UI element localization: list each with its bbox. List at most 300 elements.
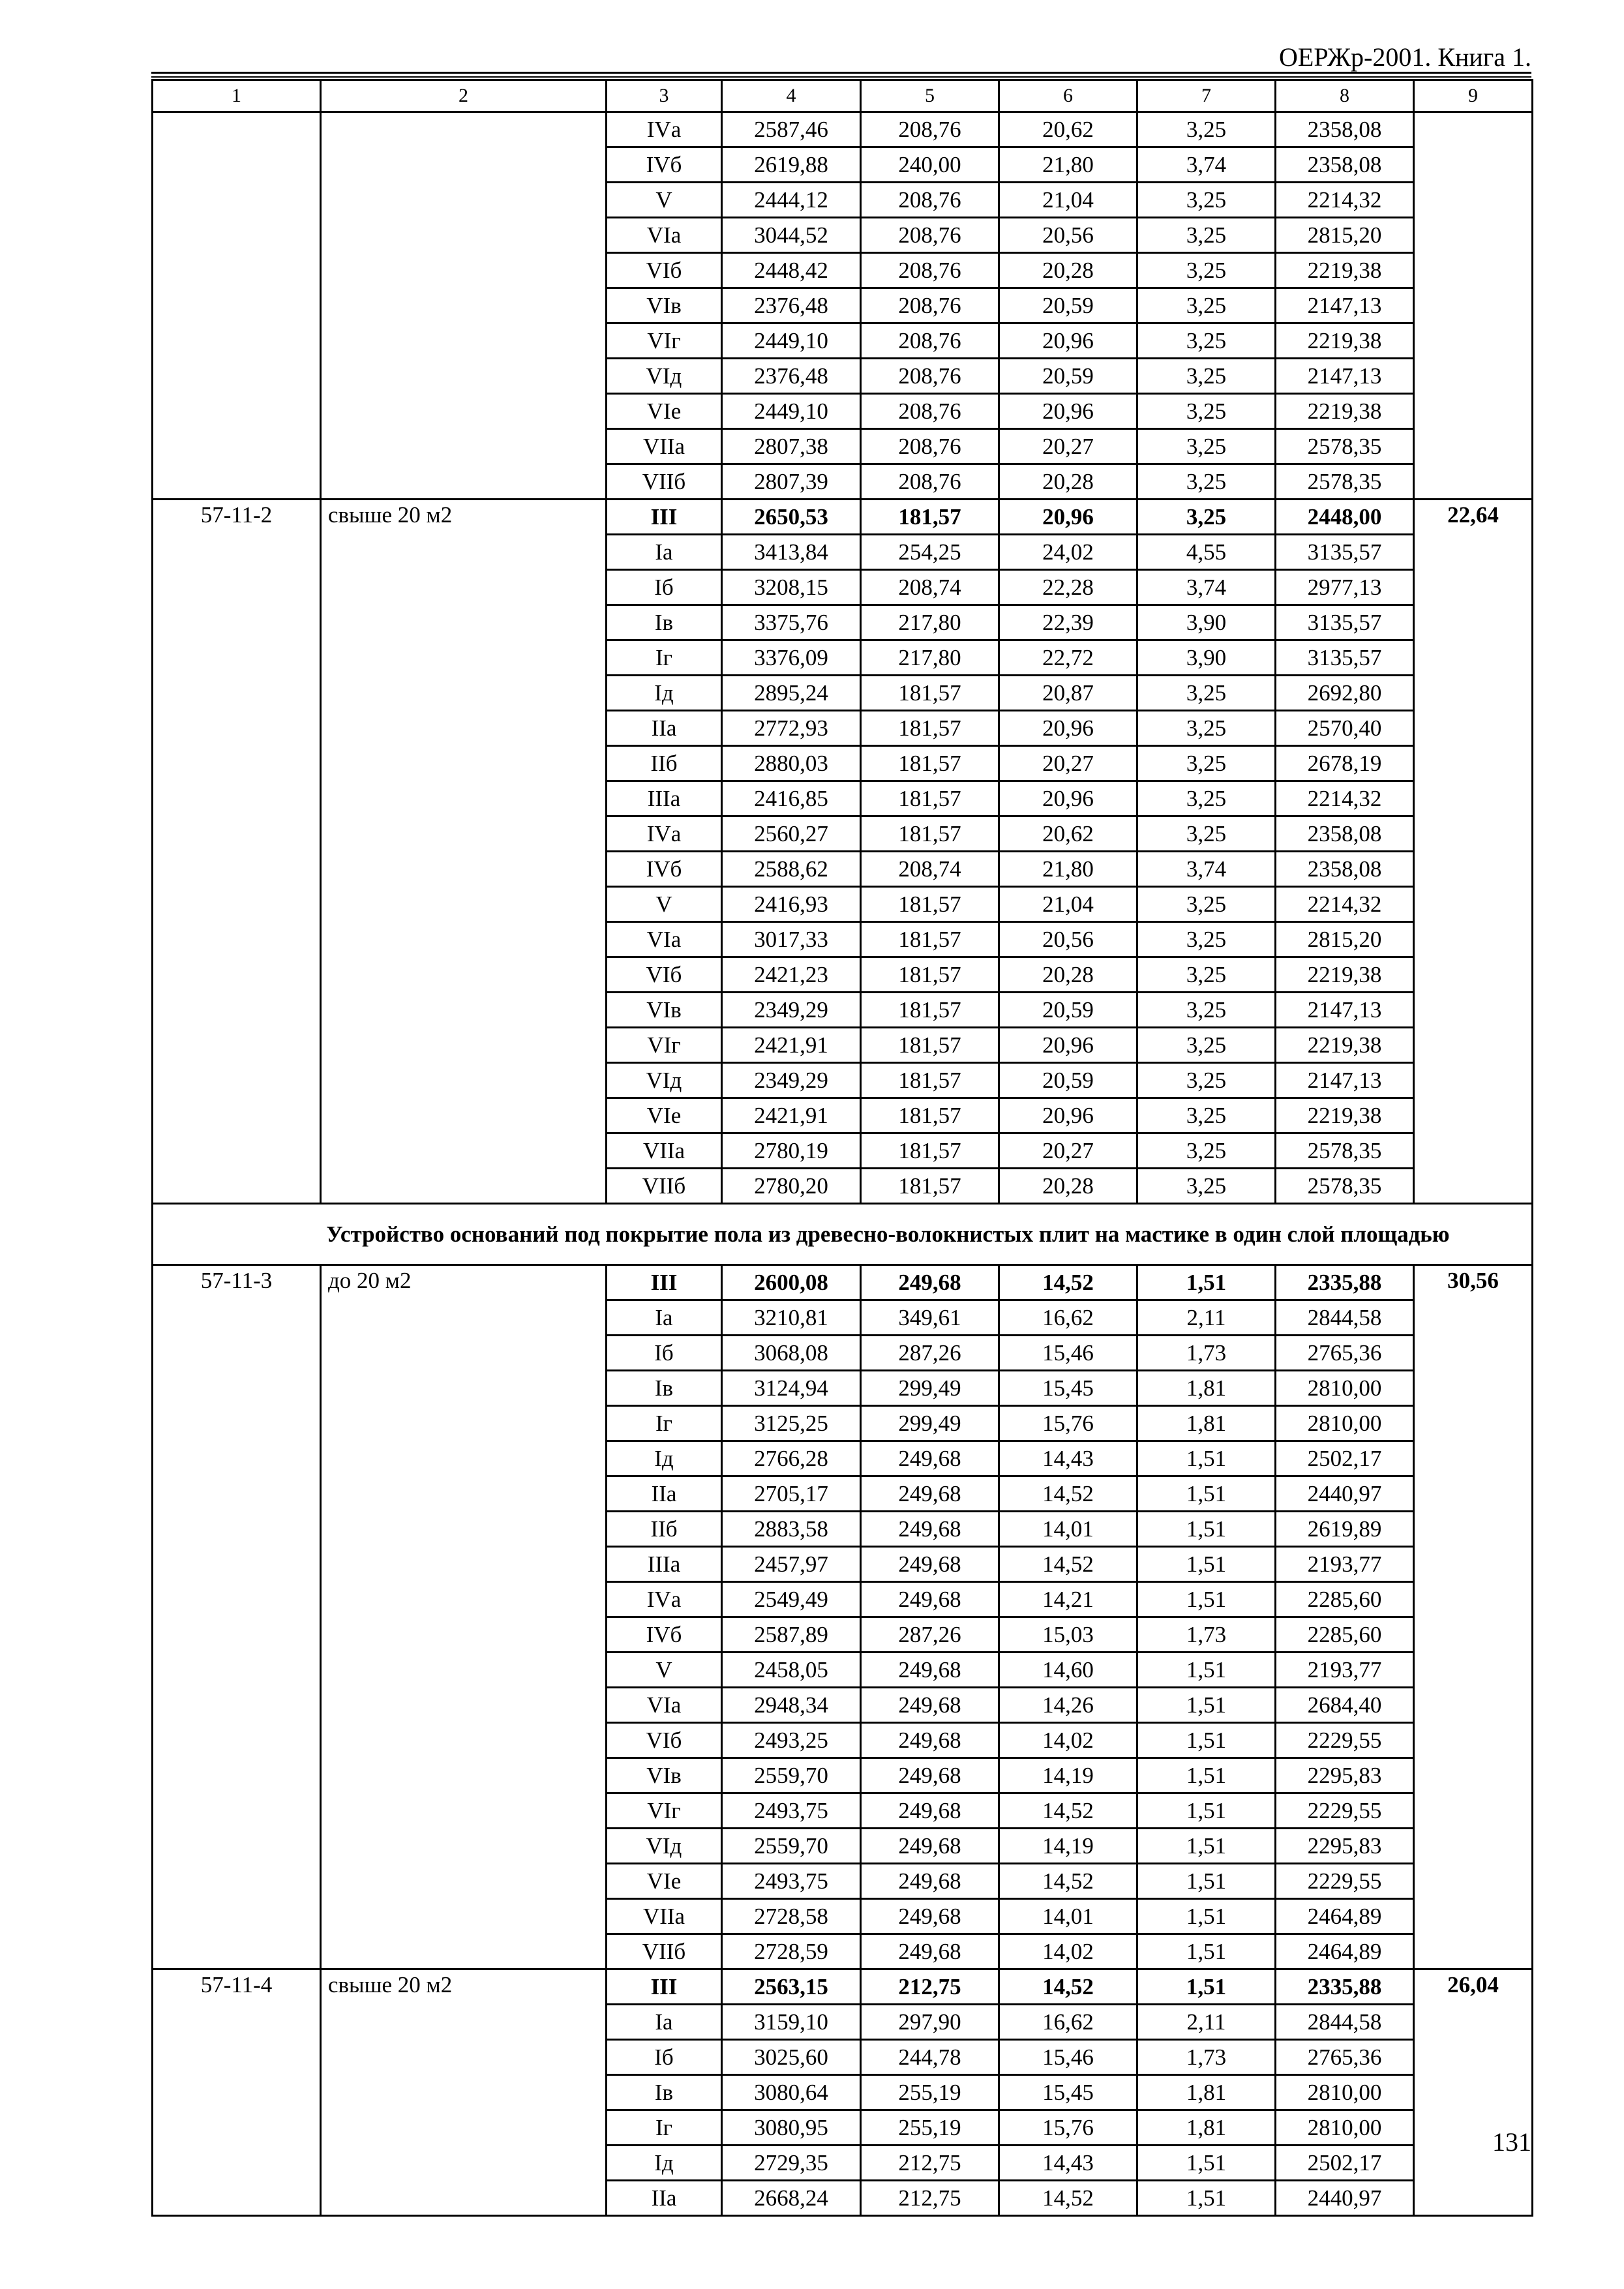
rate-code [153, 112, 321, 500]
rate-name [321, 112, 607, 500]
value-cell: 2807,38 [722, 429, 861, 464]
value-cell: 3025,60 [722, 2040, 861, 2075]
value-cell: 249,68 [861, 1793, 999, 1829]
value-cell: 2502,17 [1276, 1441, 1414, 1476]
value-cell: 3,25 [1137, 816, 1276, 852]
value-cell: 3,74 [1137, 852, 1276, 887]
column-number: 8 [1276, 80, 1414, 112]
zone-cell: Iв [607, 605, 722, 640]
value-cell: 2147,13 [1276, 359, 1414, 394]
value-cell: 3080,64 [722, 2075, 861, 2110]
value-cell: 2587,46 [722, 112, 861, 147]
value-cell: 2193,77 [1276, 1653, 1414, 1688]
value-cell: 2578,35 [1276, 429, 1414, 464]
value-cell: 1,51 [1137, 1653, 1276, 1688]
rate-name: свыше 20 м2 [321, 500, 607, 1204]
value-cell: 2502,17 [1276, 2146, 1414, 2181]
zone-cell: VIIа [607, 1899, 722, 1934]
value-cell: 3124,94 [722, 1371, 861, 1406]
value-cell: 1,51 [1137, 2146, 1276, 2181]
value-cell: 2219,38 [1276, 253, 1414, 288]
value-cell: 208,76 [861, 464, 999, 500]
value-cell: 3,25 [1137, 676, 1276, 711]
value-cell: 2421,91 [722, 1098, 861, 1133]
value-cell: 1,51 [1137, 1723, 1276, 1758]
value-cell: 181,57 [861, 781, 999, 816]
value-cell: 249,68 [861, 1653, 999, 1688]
value-cell: 249,68 [861, 1723, 999, 1758]
value-cell: 1,51 [1137, 1476, 1276, 1512]
value-cell: 2810,00 [1276, 2110, 1414, 2146]
value-cell: 255,19 [861, 2075, 999, 2110]
value-cell: 2358,08 [1276, 147, 1414, 183]
value-cell: 1,81 [1137, 1371, 1276, 1406]
value-cell: 2563,15 [722, 1969, 861, 2005]
value-cell: 2285,60 [1276, 1582, 1414, 1617]
column-number: 9 [1414, 80, 1533, 112]
header-rule [151, 72, 1531, 74]
value-cell: 287,26 [861, 1617, 999, 1653]
value-cell: 2449,10 [722, 323, 861, 359]
value-cell: 2493,75 [722, 1864, 861, 1899]
column-number: 4 [722, 80, 861, 112]
value-cell: 2570,40 [1276, 711, 1414, 746]
zone-cell: VIIб [607, 464, 722, 500]
zone-cell: VIг [607, 323, 722, 359]
table-row [153, 500, 1533, 535]
value-cell: 1,51 [1137, 1688, 1276, 1723]
value-cell: 1,51 [1137, 1899, 1276, 1934]
value-cell: 2588,62 [722, 852, 861, 887]
value-cell: 2619,89 [1276, 1512, 1414, 1547]
value-cell: 1,51 [1137, 1265, 1276, 1300]
value-cell: 14,02 [999, 1723, 1137, 1758]
value-cell: 2772,93 [722, 711, 861, 746]
value-cell: 3,25 [1137, 781, 1276, 816]
value-cell: 3,25 [1137, 1169, 1276, 1204]
value-cell: 212,75 [861, 1969, 999, 2005]
value-cell: 2883,58 [722, 1512, 861, 1547]
column-number: 3 [607, 80, 722, 112]
value-cell: 208,76 [861, 112, 999, 147]
zone-cell: VIв [607, 288, 722, 323]
zone-cell: IVб [607, 1617, 722, 1653]
value-cell: 2219,38 [1276, 1028, 1414, 1063]
value-cell: 181,57 [861, 816, 999, 852]
value-cell: 20,28 [999, 957, 1137, 993]
zone-cell: VIв [607, 993, 722, 1028]
value-cell: 15,03 [999, 1617, 1137, 1653]
value-cell: 3,25 [1137, 183, 1276, 218]
value-cell: 20,96 [999, 711, 1137, 746]
value-cell: 21,04 [999, 183, 1137, 218]
value-cell: 249,68 [861, 1899, 999, 1934]
value-cell: 255,19 [861, 2110, 999, 2146]
value-cell: 22,28 [999, 570, 1137, 605]
value-cell: 2765,36 [1276, 1336, 1414, 1371]
rate-name: до 20 м2 [321, 1265, 607, 1969]
value-cell: 208,74 [861, 852, 999, 887]
value-cell: 2560,27 [722, 816, 861, 852]
value-cell: 2765,36 [1276, 2040, 1414, 2075]
zone-cell: VIд [607, 1063, 722, 1098]
value-cell: 249,68 [861, 1265, 999, 1300]
value-cell: 1,51 [1137, 1969, 1276, 2005]
page-header-title: ОЕРЖр-2001. Книга 1. [1279, 42, 1531, 72]
zone-cell: Iа [607, 535, 722, 570]
value-cell: 181,57 [861, 1063, 999, 1098]
value-cell: 3159,10 [722, 2005, 861, 2040]
value-cell: 2444,12 [722, 183, 861, 218]
header-rule-thin [151, 76, 1531, 78]
value-cell: 208,76 [861, 359, 999, 394]
column-9-value [1414, 112, 1533, 500]
value-cell: 3376,09 [722, 640, 861, 676]
value-cell: 2977,13 [1276, 570, 1414, 605]
zone-cell: III [607, 1265, 722, 1300]
rate-code: 57-11-2 [153, 500, 321, 1204]
table-row [153, 1265, 1533, 1300]
value-cell: 20,28 [999, 253, 1137, 288]
value-cell: 14,52 [999, 1969, 1137, 2005]
value-cell: 2219,38 [1276, 1098, 1414, 1133]
zone-cell: VIд [607, 359, 722, 394]
zone-cell: VIIа [607, 1133, 722, 1169]
value-cell: 181,57 [861, 922, 999, 957]
value-cell: 3,25 [1137, 323, 1276, 359]
value-cell: 3,25 [1137, 1063, 1276, 1098]
value-cell: 1,51 [1137, 1864, 1276, 1899]
value-cell: 3,25 [1137, 1098, 1276, 1133]
value-cell: 3135,57 [1276, 535, 1414, 570]
value-cell: 2844,58 [1276, 1300, 1414, 1336]
value-cell: 20,56 [999, 922, 1137, 957]
rates-table [151, 79, 1533, 2217]
value-cell: 2780,19 [722, 1133, 861, 1169]
value-cell: 20,27 [999, 429, 1137, 464]
value-cell: 2549,49 [722, 1582, 861, 1617]
zone-cell: IIб [607, 746, 722, 781]
value-cell: 3135,57 [1276, 640, 1414, 676]
zone-cell: VIб [607, 1723, 722, 1758]
value-cell: 2844,58 [1276, 2005, 1414, 2040]
rate-name: свыше 20 м2 [321, 1969, 607, 2216]
value-cell: 2578,35 [1276, 1169, 1414, 1204]
zone-cell: Iв [607, 2075, 722, 2110]
zone-cell: VIа [607, 218, 722, 253]
value-cell: 249,68 [861, 1829, 999, 1864]
value-cell: 2810,00 [1276, 1406, 1414, 1441]
value-cell: 181,57 [861, 1098, 999, 1133]
value-cell: 1,51 [1137, 1582, 1276, 1617]
value-cell: 181,57 [861, 1133, 999, 1169]
value-cell: 181,57 [861, 711, 999, 746]
zone-cell: VIIб [607, 1934, 722, 1969]
value-cell: 3125,25 [722, 1406, 861, 1441]
value-cell: 20,87 [999, 676, 1137, 711]
value-cell: 2600,08 [722, 1265, 861, 1300]
value-cell: 3,25 [1137, 394, 1276, 429]
value-cell: 2678,19 [1276, 746, 1414, 781]
value-cell: 1,73 [1137, 1336, 1276, 1371]
value-cell: 249,68 [861, 1864, 999, 1899]
value-cell: 3,90 [1137, 605, 1276, 640]
zone-cell: Iг [607, 640, 722, 676]
value-cell: 2358,08 [1276, 112, 1414, 147]
value-cell: 14,43 [999, 1441, 1137, 1476]
value-cell: 3,25 [1137, 429, 1276, 464]
value-cell: 2376,48 [722, 359, 861, 394]
value-cell: 3,25 [1137, 253, 1276, 288]
zone-cell: IIIа [607, 781, 722, 816]
column-number: 7 [1137, 80, 1276, 112]
value-cell: 1,81 [1137, 1406, 1276, 1441]
value-cell: 297,90 [861, 2005, 999, 2040]
value-cell: 181,57 [861, 500, 999, 535]
value-cell: 2448,42 [722, 253, 861, 288]
value-cell: 20,59 [999, 288, 1137, 323]
section-title: Устройство оснований под покрытие пола из древесно-волокнистых плит на мастике в один слой площадью [153, 1204, 1533, 1265]
value-cell: 20,96 [999, 394, 1137, 429]
value-cell: 1,73 [1137, 1617, 1276, 1653]
zone-cell: VIв [607, 1758, 722, 1793]
value-cell: 208,76 [861, 183, 999, 218]
value-cell: 2729,35 [722, 2146, 861, 2181]
value-cell: 2684,40 [1276, 1688, 1414, 1723]
zone-cell: VIа [607, 922, 722, 957]
zone-cell: IVа [607, 1582, 722, 1617]
page-number: 131 [1492, 2127, 1531, 2157]
value-cell: 2349,29 [722, 993, 861, 1028]
value-cell: 1,51 [1137, 1547, 1276, 1582]
value-cell: 2578,35 [1276, 1133, 1414, 1169]
value-cell: 3375,76 [722, 605, 861, 640]
value-cell: 22,39 [999, 605, 1137, 640]
column-9-value: 22,64 [1414, 500, 1533, 1204]
value-cell: 14,60 [999, 1653, 1137, 1688]
value-cell: 14,43 [999, 2146, 1137, 2181]
value-cell: 2766,28 [722, 1441, 861, 1476]
value-cell: 21,80 [999, 147, 1137, 183]
value-cell: 2493,75 [722, 1793, 861, 1829]
value-cell: 2440,97 [1276, 1476, 1414, 1512]
value-cell: 3,25 [1137, 1133, 1276, 1169]
value-cell: 3,25 [1137, 922, 1276, 957]
value-cell: 3,25 [1137, 288, 1276, 323]
value-cell: 2448,00 [1276, 500, 1414, 535]
value-cell: 2,11 [1137, 2005, 1276, 2040]
value-cell: 22,72 [999, 640, 1137, 676]
value-cell: 299,49 [861, 1371, 999, 1406]
value-cell: 208,76 [861, 323, 999, 359]
value-cell: 3,25 [1137, 500, 1276, 535]
value-cell: 3,74 [1137, 147, 1276, 183]
value-cell: 1,51 [1137, 1512, 1276, 1547]
value-cell: 1,51 [1137, 2181, 1276, 2216]
value-cell: 2295,83 [1276, 1829, 1414, 1864]
value-cell: 2229,55 [1276, 1723, 1414, 1758]
zone-cell: IIа [607, 711, 722, 746]
value-cell: 2458,05 [722, 1653, 861, 1688]
value-cell: 2214,32 [1276, 781, 1414, 816]
value-cell: 2421,23 [722, 957, 861, 993]
rate-code: 57-11-3 [153, 1265, 321, 1969]
value-cell: 14,21 [999, 1582, 1137, 1617]
value-cell: 3413,84 [722, 535, 861, 570]
value-cell: 14,19 [999, 1758, 1137, 1793]
column-number-row [153, 80, 1533, 112]
value-cell: 181,57 [861, 993, 999, 1028]
value-cell: 2335,88 [1276, 1265, 1414, 1300]
value-cell: 14,02 [999, 1934, 1137, 1969]
zone-cell: Iб [607, 2040, 722, 2075]
table-row [153, 112, 1533, 147]
value-cell: 3210,81 [722, 1300, 861, 1336]
value-cell: 3068,08 [722, 1336, 861, 1371]
value-cell: 2335,88 [1276, 1969, 1414, 2005]
value-cell: 2219,38 [1276, 957, 1414, 993]
value-cell: 14,52 [999, 1476, 1137, 1512]
value-cell: 20,28 [999, 1169, 1137, 1204]
value-cell: 208,76 [861, 253, 999, 288]
zone-cell: VIе [607, 1864, 722, 1899]
value-cell: 2728,59 [722, 1934, 861, 1969]
value-cell: 20,96 [999, 781, 1137, 816]
value-cell: 3,25 [1137, 746, 1276, 781]
value-cell: 2219,38 [1276, 394, 1414, 429]
value-cell: 14,52 [999, 1547, 1137, 1582]
value-cell: 3,25 [1137, 359, 1276, 394]
value-cell: 2,11 [1137, 1300, 1276, 1336]
value-cell: 2810,00 [1276, 2075, 1414, 2110]
value-cell: 14,52 [999, 2181, 1137, 2216]
zone-cell: VIIа [607, 429, 722, 464]
zone-cell: VIб [607, 253, 722, 288]
value-cell: 15,45 [999, 1371, 1137, 1406]
zone-cell: IIб [607, 1512, 722, 1547]
value-cell: 1,81 [1137, 2075, 1276, 2110]
value-cell: 15,46 [999, 1336, 1137, 1371]
value-cell: 20,96 [999, 323, 1137, 359]
value-cell: 2650,53 [722, 500, 861, 535]
value-cell: 2440,97 [1276, 2181, 1414, 2216]
value-cell: 2214,32 [1276, 887, 1414, 922]
value-cell: 2214,32 [1276, 183, 1414, 218]
value-cell: 2464,89 [1276, 1899, 1414, 1934]
value-cell: 3,25 [1137, 957, 1276, 993]
value-cell: 2349,29 [722, 1063, 861, 1098]
value-cell: 3017,33 [722, 922, 861, 957]
value-cell: 14,01 [999, 1512, 1137, 1547]
value-cell: 3,25 [1137, 1028, 1276, 1063]
zone-cell: IIа [607, 1476, 722, 1512]
value-cell: 1,73 [1137, 2040, 1276, 2075]
value-cell: 181,57 [861, 887, 999, 922]
value-cell: 2815,20 [1276, 218, 1414, 253]
value-cell: 2421,91 [722, 1028, 861, 1063]
value-cell: 2587,89 [722, 1617, 861, 1653]
value-cell: 2948,34 [722, 1688, 861, 1723]
value-cell: 2147,13 [1276, 1063, 1414, 1098]
value-cell: 249,68 [861, 1934, 999, 1969]
table-body [153, 80, 1533, 2216]
value-cell: 181,57 [861, 746, 999, 781]
value-cell: 2493,25 [722, 1723, 861, 1758]
rate-code: 57-11-4 [153, 1969, 321, 2216]
value-cell: 181,57 [861, 676, 999, 711]
value-cell: 2692,80 [1276, 676, 1414, 711]
value-cell: 16,62 [999, 1300, 1137, 1336]
value-cell: 2219,38 [1276, 323, 1414, 359]
zone-cell: Iд [607, 676, 722, 711]
zone-cell: Iг [607, 2110, 722, 2146]
zone-cell: Iг [607, 1406, 722, 1441]
value-cell: 1,51 [1137, 1829, 1276, 1864]
zone-cell: IVа [607, 112, 722, 147]
value-cell: 2449,10 [722, 394, 861, 429]
value-cell: 2559,70 [722, 1829, 861, 1864]
value-cell: 15,76 [999, 2110, 1137, 2146]
table-row [153, 1969, 1533, 2005]
value-cell: 20,27 [999, 1133, 1137, 1169]
value-cell: 249,68 [861, 1547, 999, 1582]
value-cell: 249,68 [861, 1476, 999, 1512]
value-cell: 3,25 [1137, 711, 1276, 746]
value-cell: 1,51 [1137, 1758, 1276, 1793]
value-cell: 2147,13 [1276, 288, 1414, 323]
zone-cell: VIIб [607, 1169, 722, 1204]
value-cell: 2229,55 [1276, 1864, 1414, 1899]
value-cell: 1,51 [1137, 1934, 1276, 1969]
value-cell: 244,78 [861, 2040, 999, 2075]
value-cell: 299,49 [861, 1406, 999, 1441]
zone-cell: VIб [607, 957, 722, 993]
value-cell: 3,74 [1137, 570, 1276, 605]
value-cell: 208,76 [861, 429, 999, 464]
value-cell: 4,55 [1137, 535, 1276, 570]
column-number: 2 [321, 80, 607, 112]
value-cell: 14,19 [999, 1829, 1137, 1864]
zone-cell: V [607, 183, 722, 218]
value-cell: 20,59 [999, 359, 1137, 394]
value-cell: 2285,60 [1276, 1617, 1414, 1653]
value-cell: 14,52 [999, 1864, 1137, 1899]
value-cell: 24,02 [999, 535, 1137, 570]
zone-cell: III [607, 500, 722, 535]
value-cell: 2807,39 [722, 464, 861, 500]
value-cell: 249,68 [861, 1441, 999, 1476]
value-cell: 208,74 [861, 570, 999, 605]
value-cell: 20,28 [999, 464, 1137, 500]
value-cell: 181,57 [861, 957, 999, 993]
value-cell: 254,25 [861, 535, 999, 570]
zone-cell: Iд [607, 2146, 722, 2181]
zone-cell: III [607, 1969, 722, 2005]
value-cell: 20,56 [999, 218, 1137, 253]
value-cell: 249,68 [861, 1758, 999, 1793]
value-cell: 14,01 [999, 1899, 1137, 1934]
value-cell: 212,75 [861, 2146, 999, 2181]
value-cell: 20,62 [999, 816, 1137, 852]
zone-cell: IIа [607, 2181, 722, 2216]
value-cell: 2780,20 [722, 1169, 861, 1204]
value-cell: 2895,24 [722, 676, 861, 711]
zone-cell: IVа [607, 816, 722, 852]
zone-cell: IVб [607, 147, 722, 183]
zone-cell: Iб [607, 570, 722, 605]
zone-cell: VIе [607, 394, 722, 429]
value-cell: 349,61 [861, 1300, 999, 1336]
